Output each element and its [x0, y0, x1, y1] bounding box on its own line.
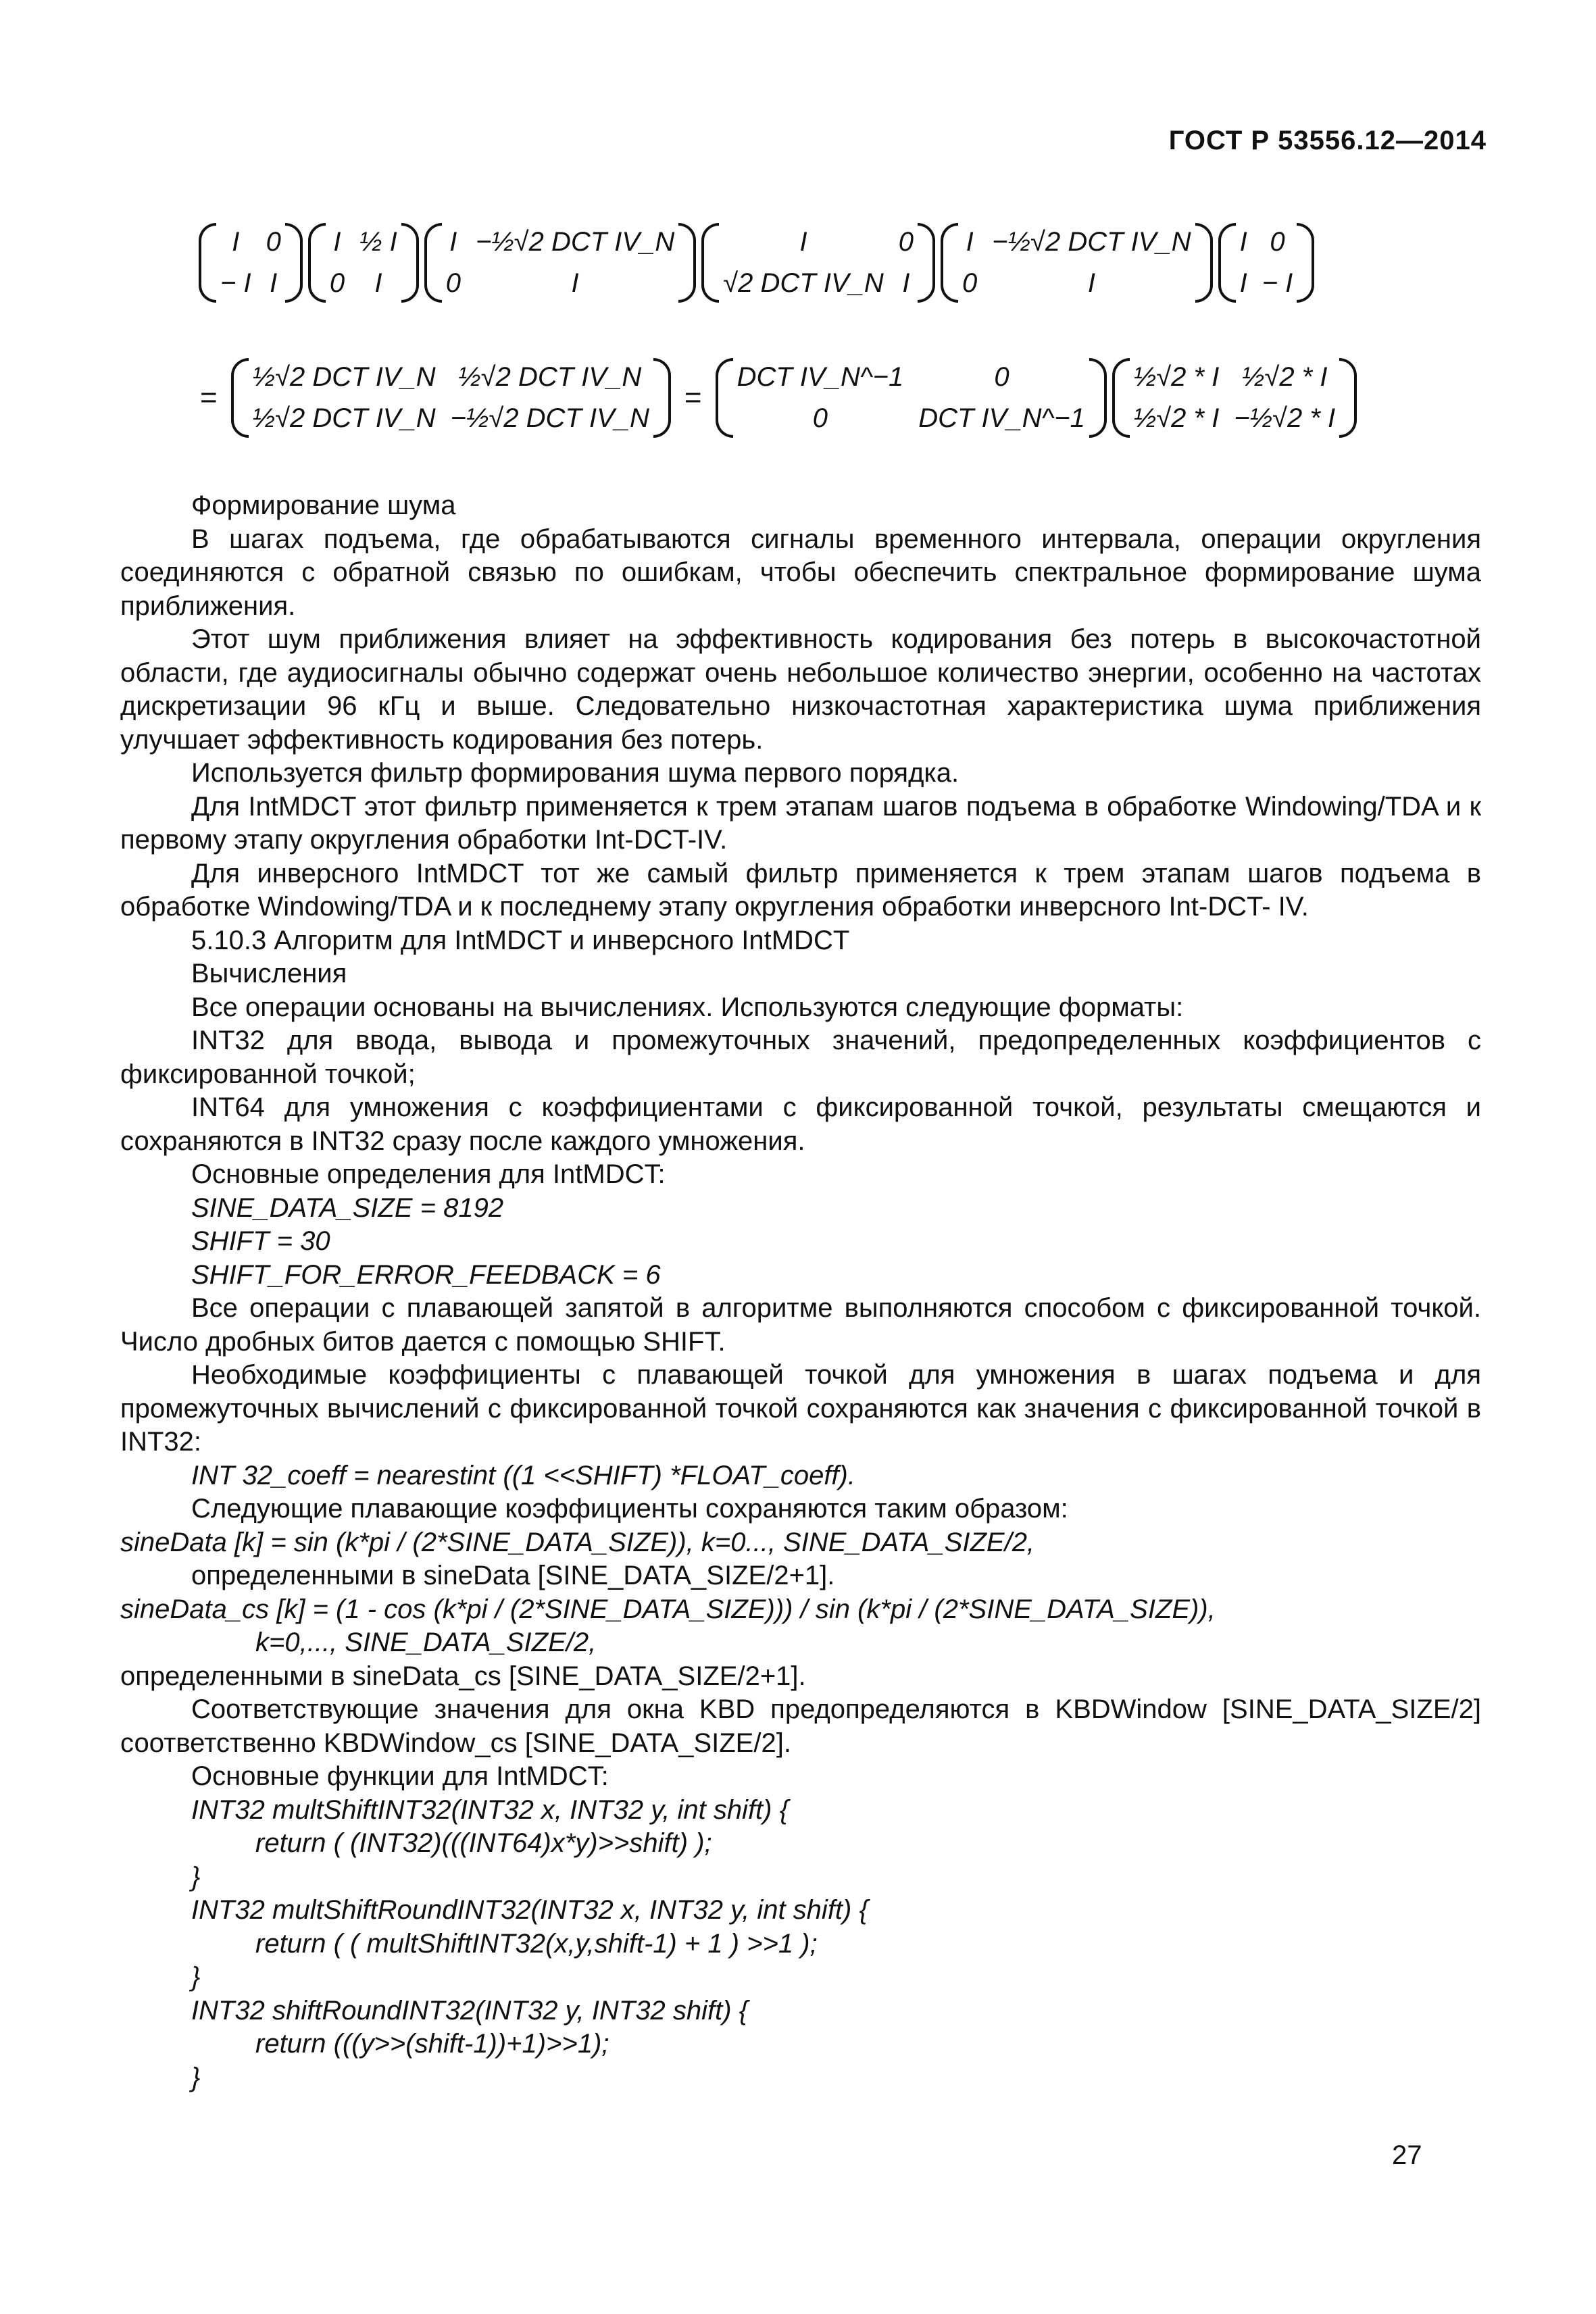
formula-line: sineData [k] = sin (k*pi / (2*SINE_DATA_SIZE)), k=0..., SINE_DATA_SIZE/2, — [120, 1527, 1035, 1557]
paragraph: Вычисления — [191, 959, 347, 988]
matrix-result-1: ½√2 DCT IV_N ½√2 DCT IV_N ½√2 DCT IV_N −½√2 DCT IV_N — [231, 358, 671, 438]
paragraph: Формирование шума — [191, 491, 456, 520]
code-line: INT32 multShiftRoundINT32(INT32 x, INT32 y, int shift) { — [191, 1895, 868, 1925]
code-line: INT32 shiftRoundINT32(INT32 y, INT32 shift) { — [191, 1995, 749, 2026]
paragraph: Для IntMDCT этот фильтр применяется к трем этапам шагов подъема в обработке Windowing/TDA и к первому этапу округления обработки Int-DCT-IV. — [120, 791, 1481, 855]
definition-line: SHIFT_FOR_ERROR_FEEDBACK = 6 — [191, 1259, 661, 1290]
formula-result — [189, 358, 1338, 438]
matrix-2: I ½ I 0 I — [308, 223, 419, 303]
document-body — [120, 489, 1481, 2094]
code-line: } — [191, 2062, 201, 2092]
code-line: return ( ( multShiftINT32(x,y,shift-1) + 1 ) >>1 ); — [255, 1928, 818, 1959]
paragraph: Следующие плавающие коэффициенты сохраняются таким образом: — [191, 1494, 1068, 1524]
definition-line: SINE_DATA_SIZE = 8192 — [191, 1192, 504, 1223]
paragraph: Этот шум приближения влияет на эффективность кодирования без потерь в высокочастотной области, где аудиосигналы обычно содержат очень небольшое количество энергии, особенно на частотах дискретизации 96 кГц и выше. Следовательно низкочастотная характеристика шума приближения улучшает эффективность кодирования без потерь. — [120, 624, 1481, 755]
paragraph: Все операции с плавающей запятой в алгоритме выполняются способом с фиксированной точкой. Число дробных битов дается с помощью SHIFT. — [120, 1293, 1481, 1357]
paragraph: Используется фильтр формирования шума первого порядка. — [191, 758, 959, 788]
code-line: } — [191, 1861, 201, 1892]
formula-line: k=0,..., SINE_DATA_SIZE/2, — [255, 1628, 597, 1657]
formula-matrix-product — [196, 223, 1345, 303]
paragraph: Все операции основаны на вычислениях. Используются следующие форматы: — [191, 992, 1184, 1022]
definition-line: SHIFT = 30 — [191, 1226, 330, 1256]
code-line: } — [191, 1962, 201, 1992]
matrix-3: I −½√2 DCT IV_N 0 I — [424, 223, 697, 303]
code-line: INT32 multShiftINT32(INT32 x, INT32 y, int shift) { — [191, 1794, 789, 1825]
code-line: return (((y>>(shift-1))+1)>>1); — [255, 2029, 609, 2059]
paragraph: Основные определения для IntMDCT: — [191, 1159, 666, 1189]
paragraph: INT32 для ввода, вывода и промежуточных значений, предопределенных коэффициентов с фиксированной точкой; — [120, 1026, 1481, 1089]
page-number: 27 — [1392, 2140, 1422, 2170]
section-heading: 5.10.3 Алгоритм для IntMDCT и инверсного IntMDCT — [191, 925, 850, 955]
equals-sign: = — [684, 381, 702, 414]
document-header: ГОСТ Р 53556.12—2014 — [1168, 126, 1487, 155]
paragraph: Соответствующие значения для окна KBD предопределяются в KBDWindow [SINE_DATA_SIZE/2] соответственно KBDWindow_cs [SINE_DATA_SIZE/2]. — [120, 1694, 1481, 1758]
paragraph: INT64 для умножения с коэффициентами с фиксированной точкой, результаты смещаются и сохраняются в INT32 сразу после каждого умножения. — [120, 1092, 1481, 1156]
paragraph: В шагах подъема, где обрабатываются сигналы временного интервала, операции округления соединяются с обратной связью по ошибкам, чтобы обеспечить спектральное формирование шума приближения. — [120, 524, 1481, 621]
paragraph: Необходимые коэффициенты с плавающей точкой для умножения в шагах подъема и для промежуточных вычислений с фиксированной точкой сохраняются как значения с фиксированной точкой в INT32: — [120, 1360, 1481, 1457]
matrix-6: I 0 I − I — [1218, 223, 1315, 303]
equals-sign: = — [200, 381, 218, 414]
matrix-1: I 0 − I I — [199, 223, 303, 303]
code-line: return ( (INT32)(((INT64)x*y)>>shift) ); — [255, 1828, 712, 1858]
matrix-5: I −½√2 DCT IV_N 0 I — [941, 223, 1213, 303]
matrix-result-3: ½√2 * I ½√2 * I ½√2 * I −½√2 * I — [1112, 358, 1357, 438]
formula-line: sineData_cs [k] = (1 - cos (k*pi / (2*SINE_DATA_SIZE))) / sin (k*pi / (2*SINE_DATA_SIZE)), — [120, 1594, 1216, 1624]
paragraph: Для инверсного IntMDCT тот же самый фильтр применяется к трем этапам шагов подъема в обработке Windowing/TDA и к последнему этапу округления обработки инверсного Int-DCT- IV. — [120, 858, 1481, 922]
paragraph: определенными в sineData_cs [SINE_DATA_SIZE/2+1]. — [120, 1661, 806, 1691]
matrix-4: I 0 √2 DCT IV_N I — [701, 223, 935, 303]
formula-line: INT 32_coeff = nearestint ((1 <<SHIFT) *FLOAT_coeff). — [191, 1460, 855, 1490]
matrix-result-2: DCT IV_N^−1 0 0 DCT IV_N^−1 — [716, 358, 1107, 438]
paragraph: определенными в sineData [SINE_DATA_SIZE/2+1]. — [191, 1561, 835, 1590]
paragraph: Основные функции для IntMDCT: — [191, 1761, 609, 1791]
